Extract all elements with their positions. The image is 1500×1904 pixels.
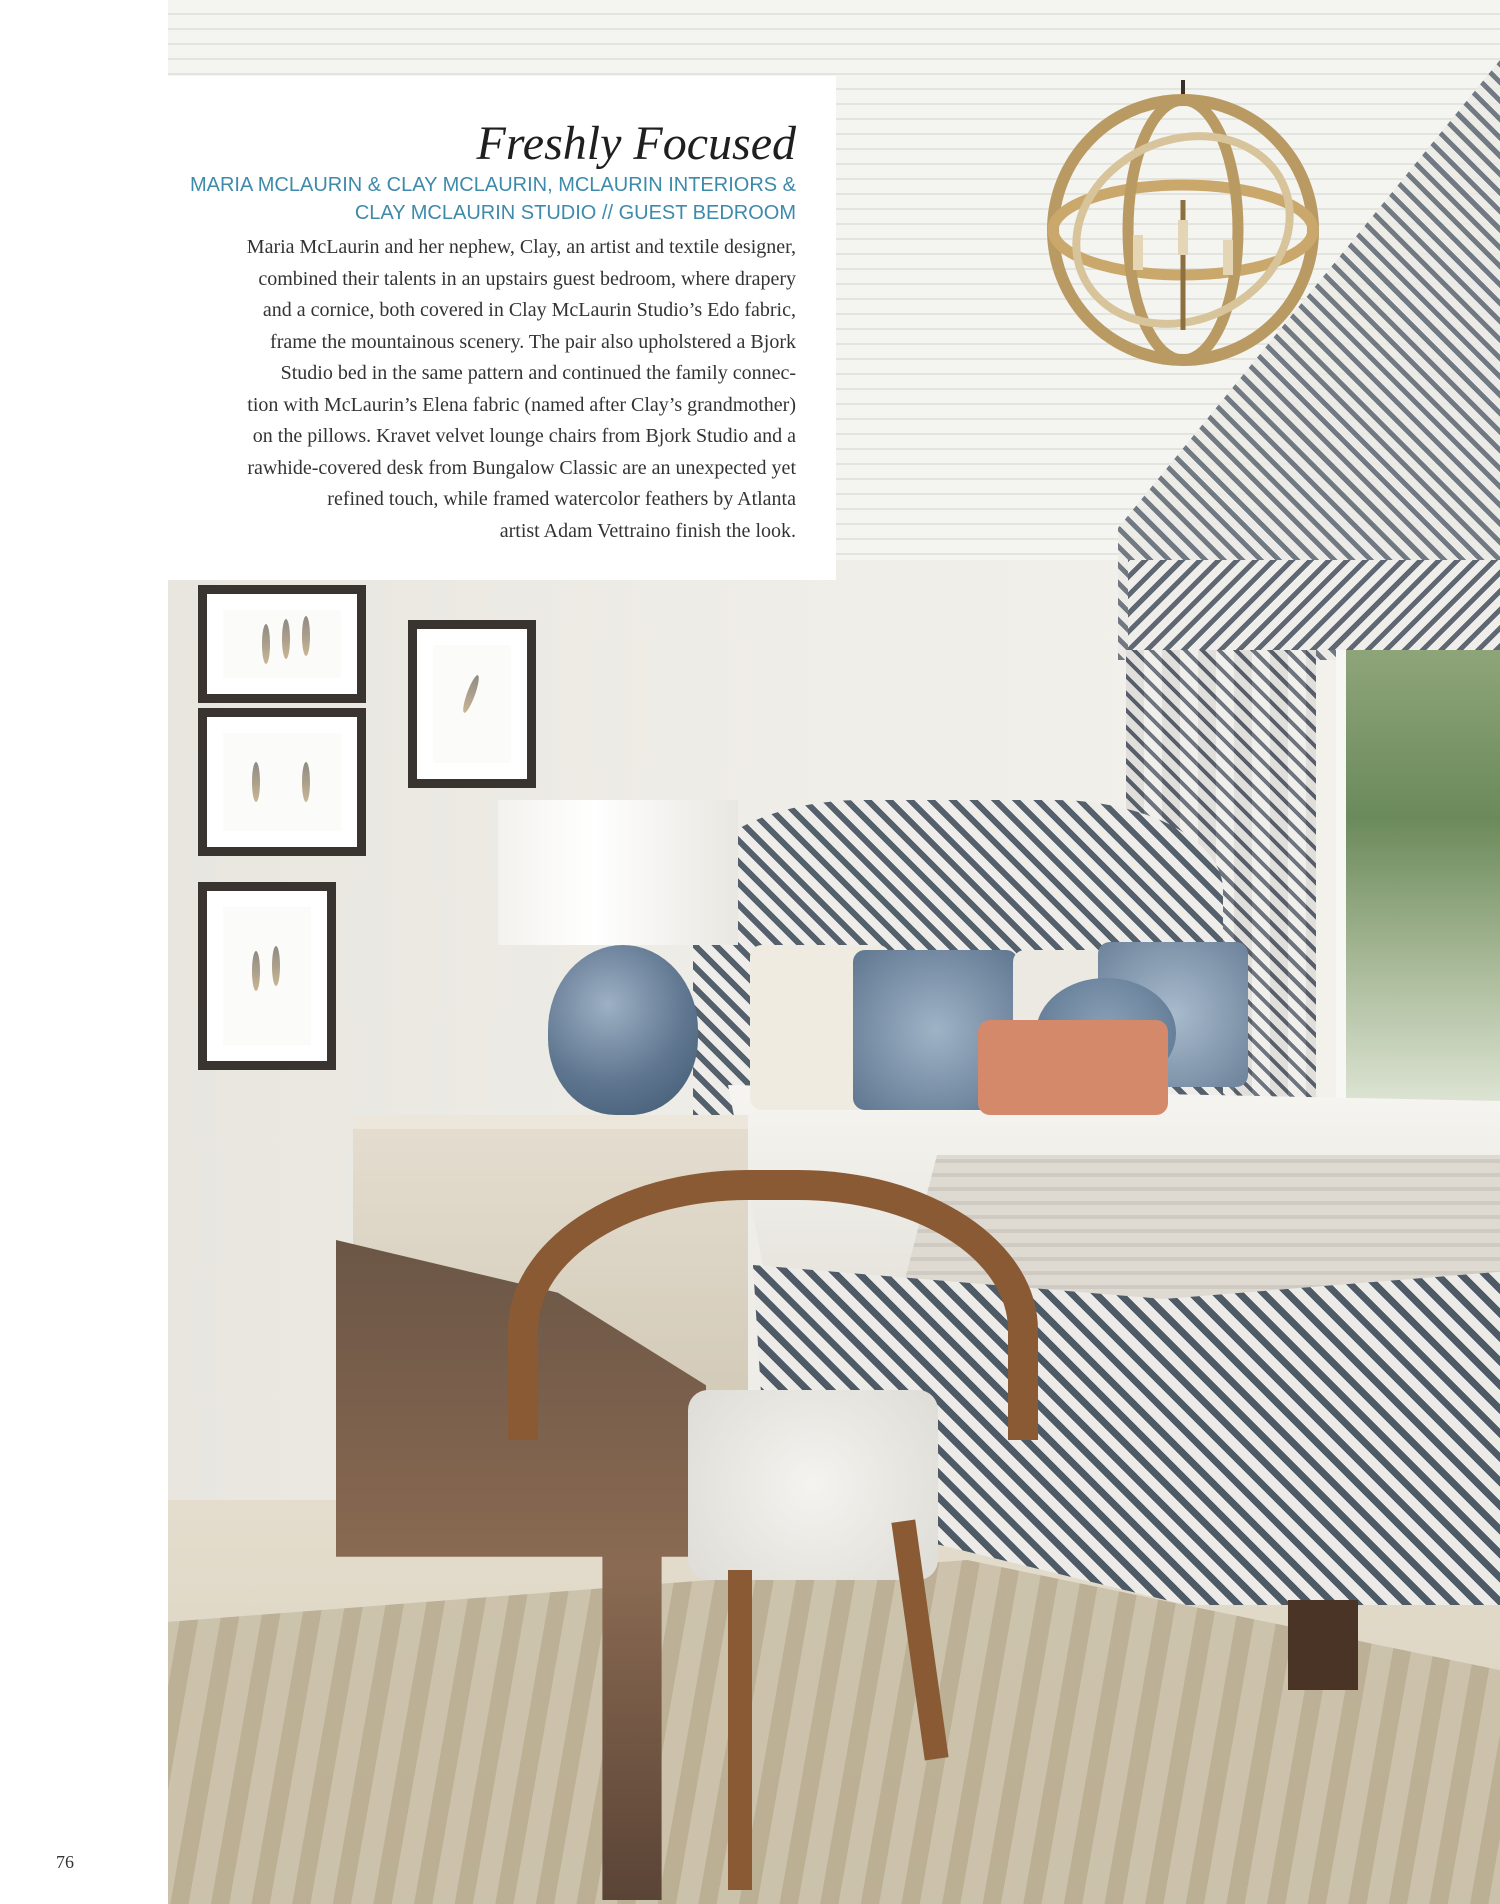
lumbar-pillow — [978, 1020, 1168, 1115]
lamp-shade — [498, 800, 738, 945]
body-line: tion with McLaurin’s Elena fabric (named after Clay’s grandmother) — [247, 393, 796, 416]
body-line: Studio bed in the same pattern and continued the family connec- — [280, 362, 796, 384]
designer-credit — [156, 171, 796, 227]
chair-leg — [728, 1570, 752, 1890]
window — [1336, 640, 1500, 1140]
credit-line: CLAY MCLAURIN STUDIO // GUEST BEDROOM — [354, 202, 796, 224]
cornice — [1128, 560, 1500, 650]
body-line: artist Adam Vettraino finish the look. — [499, 519, 796, 542]
feather-artwork-frame — [408, 620, 536, 788]
credit-line: MARIA MCLAURIN & CLAY MCLAURIN, MCLAURIN INTERIORS & — [189, 174, 796, 196]
body-line: refined touch, while framed watercolor feathers by Atlanta — [327, 488, 796, 510]
bed-leg — [1288, 1600, 1358, 1690]
body-line: Maria McLaurin and her nephew, Clay, an artist and textile designer, — [246, 236, 796, 258]
feather-artwork-frame — [198, 882, 336, 1070]
body-line: on the pillows. Kravet velvet lounge chairs from Bjork Studio and a — [252, 425, 796, 447]
body-line: rawhide-covered desk from Bungalow Classic are an unexpected yet — [247, 456, 796, 479]
page-number: 76 — [56, 1852, 74, 1872]
body-line: combined their talents in an upstairs guest bedroom, where drapery — [258, 267, 796, 290]
feather-artwork-frame — [198, 585, 366, 703]
article-body — [156, 232, 796, 547]
blue-lamp-base — [548, 945, 698, 1115]
article-headline: Freshly Focused — [476, 117, 796, 170]
orb-chandelier — [1038, 80, 1328, 370]
body-line: and a cornice, both covered in Clay McLaurin Studio’s Edo fabric, — [262, 299, 796, 321]
body-line: frame the mountainous scenery. The pair also upholstered a Bjork — [270, 330, 796, 353]
article-text-panel — [168, 76, 836, 580]
feather-artwork-frame — [198, 708, 366, 856]
